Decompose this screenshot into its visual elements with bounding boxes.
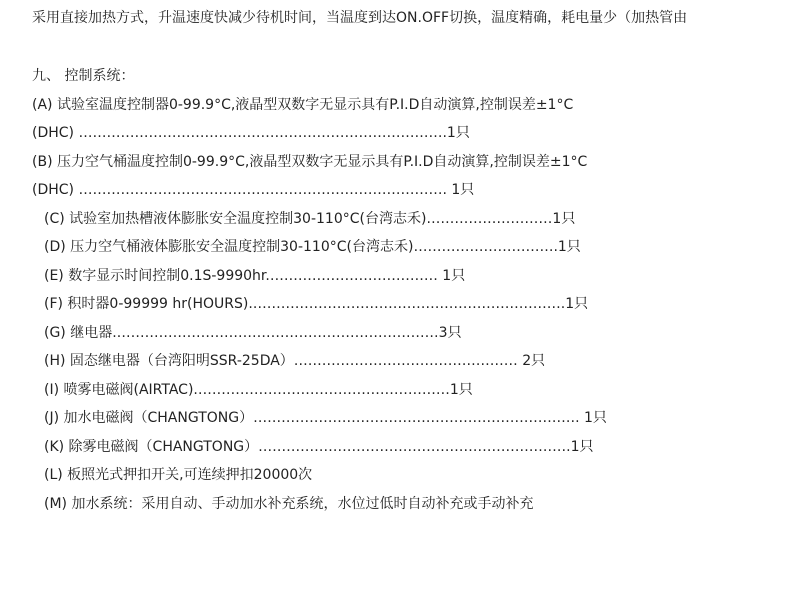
intro-line: 采用直接加热方式，升温速度快减少待机时间，当温度到达ON.OFF切换，温度精确，耗电量少（加热管由 bbox=[32, 10, 688, 26]
spec-line-h: (H) 固态继电器（台湾阳明SSR-25DA）………………………………………… 2只 bbox=[44, 353, 546, 369]
spec-line-g: (G) 继电器.……………………………………………………………3只 bbox=[44, 325, 462, 341]
spec-line-m: (M) 加水系统：采用自动、手动加水补充系统，水位过低时自动补充或手动补充 bbox=[44, 496, 534, 512]
spec-line-i: (I) 喷雾电磁阀(AIRTAC).………………………………………………1只 bbox=[44, 382, 473, 398]
spec-line-l: (L) 板照光式押扣开关,可连续押扣20000次 bbox=[44, 467, 313, 483]
spec-line-b-cont: (DHC) ……………………………………………………………………. 1只 bbox=[32, 182, 475, 198]
spec-line-c: (C) 试验室加热槽液体膨胀安全温度控制30-110°C(台湾志禾)………………………1只 bbox=[44, 211, 576, 227]
spec-line-e: (E) 数字显示时间控制0.1S-9990hr.……………………………… 1只 bbox=[44, 268, 466, 284]
spec-line-a: (A) 试验室温度控制器0-99.9°C,液晶型双数字无显示具有P.I.D自动演算,控制误差±1°C bbox=[32, 97, 574, 113]
spec-line-f: (F) 积时器0-99999 hr(HOURS).………………………………………………………….1只 bbox=[44, 296, 589, 312]
spec-line-k: (K) 除雾电磁阀（CHANGTONG）………………………………………………………….1只 bbox=[44, 439, 594, 455]
spec-line-d: (D) 压力空气桶液体膨胀安全温度控制30-110°C(台湾志禾)………………………….1只 bbox=[44, 239, 581, 255]
section-heading: 九、 控制系统： bbox=[32, 68, 135, 84]
spec-line-b: (B) 压力空气桶温度控制0-99.9°C,液晶型双数字无显示具有P.I.D自动演算,控制误差±1°C bbox=[32, 154, 588, 170]
spec-line-a-cont: (DHC) …………………………………………………………………….1只 bbox=[32, 125, 470, 141]
spec-line-j: (J) 加水电磁阀（CHANGTONG）……………………………………………………………. 1只 bbox=[44, 410, 607, 426]
